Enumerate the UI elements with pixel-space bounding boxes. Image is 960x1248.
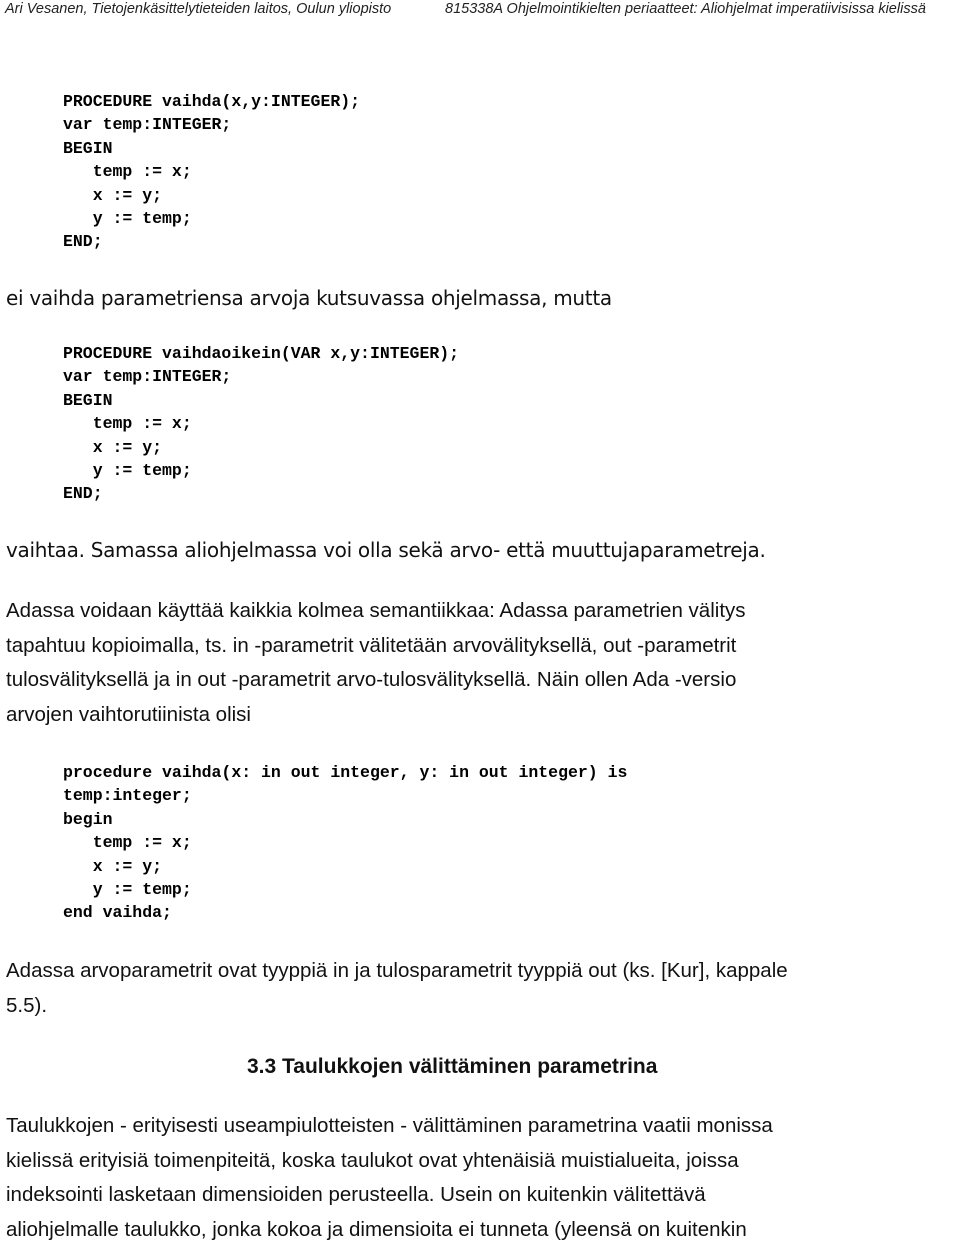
paragraph-4 [6, 954, 956, 1023]
code-line: BEGIN [63, 138, 113, 158]
code-line: temp := x; [63, 414, 192, 434]
code-line: x := y; [63, 856, 163, 876]
code-line: temp := x; [63, 833, 192, 853]
paragraph-line: tapahtuu kopioimalla, ts. in -parametrit välitetään arvovälityksellä, out -parametrit [6, 633, 737, 657]
paragraph-1 [6, 281, 956, 315]
code-line: x := y; [63, 437, 163, 457]
code-line: var temp:INTEGER; [63, 367, 232, 387]
paragraph-line: tulosvälityksellä ja in out -parametrit arvo-tulosvälityksellä. Näin ollen Ada -versio [6, 668, 737, 692]
paragraph-5 [6, 1109, 956, 1248]
page-header [5, 0, 960, 24]
header-course: 815338A Ohjelmointikielten periaatteet: Aliohjelmat imperatiivisissa kielissä [445, 1, 926, 17]
code-line: y := temp; [63, 460, 192, 480]
paragraph-line: 5.5). [6, 993, 48, 1017]
paragraph-2 [6, 533, 956, 567]
code-line: end vaihda; [63, 903, 172, 923]
section-heading: 3.3 Taulukkojen välittäminen parametrina [247, 1055, 658, 1078]
code-line: PROCEDURE vaihdaoikein(VAR x,y:INTEGER); [63, 344, 460, 363]
code-line: temp := x; [63, 162, 192, 182]
paragraph-line: indeksointi lasketaan dimensioiden perusteella. Usein on kuitenkin välitettävä [6, 1183, 706, 1207]
code-line: END; [63, 484, 103, 504]
code-block-vaihdaoikein [63, 342, 459, 506]
header-author: Ari Vesanen, Tietojenkäsittelytieteiden laitos, Oulun yliopisto [5, 1, 392, 17]
paragraph-line: vaihtaa. Samassa aliohjelmassa voi olla sekä arvo- että muuttujaparametreja. [6, 538, 766, 562]
code-line: y := temp; [63, 879, 192, 899]
paragraph-line: arvojen vaihtorutiinista olisi [6, 703, 251, 727]
code-block-vaihda [63, 90, 360, 254]
code-line: BEGIN [63, 390, 113, 410]
code-line: END; [63, 232, 103, 252]
code-line: x := y; [63, 185, 163, 205]
code-line: PROCEDURE vaihda(x,y:INTEGER); [63, 92, 361, 111]
paragraph-line: Adassa arvoparametrit ovat tyyppiä in ja tulosparametrit tyyppiä out (ks. [Kur], kappale [6, 959, 788, 982]
code-line: begin [63, 809, 113, 829]
paragraph-line: kielissä erityisiä toimenpiteitä, koska taulukot ovat yhtenäisiä muistialueita, joissa [6, 1148, 739, 1172]
code-line: temp:integer; [63, 786, 192, 806]
paragraph-line: ei vaihda parametriensa arvoja kutsuvassa ohjelmassa, mutta [6, 286, 612, 310]
code-line: var temp:INTEGER; [63, 115, 232, 135]
paragraph-3 [6, 594, 956, 733]
paragraph-line: aliohjelmalle taulukko, jonka kokoa ja dimensioita ei tunneta (yleensä on kuitenkin [6, 1218, 747, 1242]
code-line: y := temp; [63, 208, 192, 228]
paragraph-line: Taulukkojen - erityisesti useampiulotteisten - välittäminen parametrina vaatii monissa [6, 1114, 773, 1137]
paragraph-line: Adassa voidaan käyttää kaikkia kolmea semantiikkaa: Adassa parametrien välitys [6, 599, 746, 622]
code-line: procedure vaihda(x: in out integer, y: in out integer) is [63, 763, 628, 782]
code-block-ada-vaihda [63, 761, 627, 925]
